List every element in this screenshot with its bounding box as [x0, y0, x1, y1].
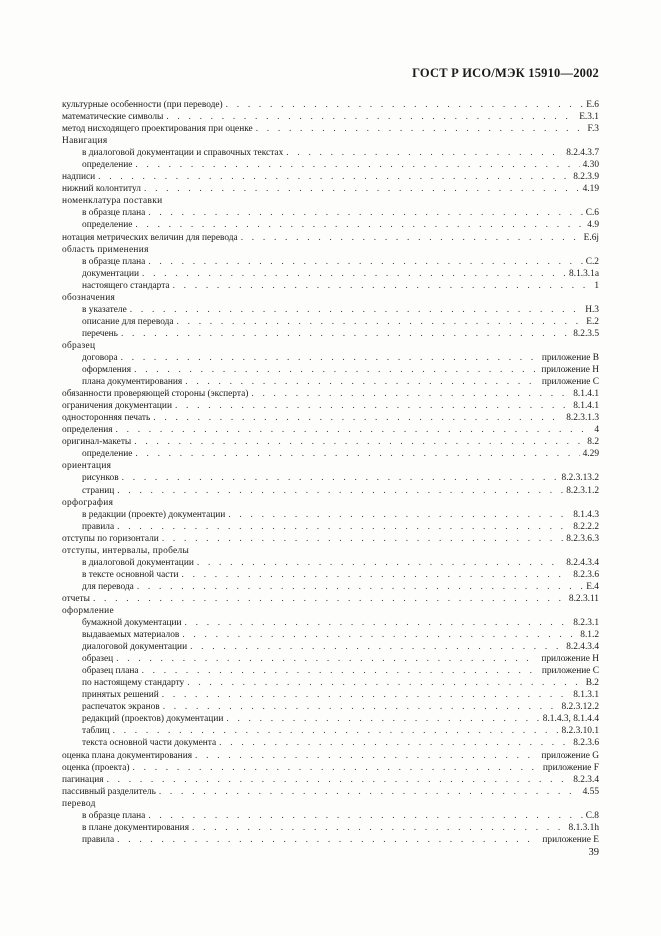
index-reference: 8.2.4.3.4 — [566, 642, 599, 653]
index-term: образец — [62, 340, 96, 351]
index-reference: 8.1.3.1h — [568, 822, 599, 833]
dot-leader — [121, 352, 539, 364]
dot-leader — [226, 713, 539, 725]
index-reference: Е.2 — [586, 316, 599, 327]
dot-leader — [135, 219, 584, 231]
dot-leader — [256, 123, 585, 135]
index-subentry — [62, 509, 599, 521]
index-reference: приложение С — [541, 377, 599, 388]
index-reference: 8.2.3.9 — [573, 172, 599, 183]
index-subentry — [62, 448, 599, 460]
index-term: определение — [82, 220, 133, 231]
dot-leader — [182, 569, 571, 581]
index-subentry — [62, 725, 599, 737]
index-term: бумажной документации — [82, 618, 182, 629]
index-term: распечаток экранов — [82, 702, 160, 713]
dot-leader — [142, 268, 566, 280]
index-entry — [62, 183, 599, 195]
index-entry — [62, 232, 599, 244]
index-term: описание для перевода — [82, 316, 174, 327]
index-term: перевод — [62, 798, 96, 809]
dot-leader — [162, 689, 570, 701]
dot-leader — [130, 304, 582, 316]
dot-leader — [135, 448, 579, 460]
index-term: отчеты — [62, 593, 90, 604]
index-reference: 8.1.3.1 — [573, 690, 599, 701]
dot-leader — [107, 774, 571, 786]
index-term: определения — [62, 425, 113, 436]
index-term: пагинация — [62, 774, 104, 785]
index-subentry — [62, 581, 599, 593]
dot-leader — [182, 629, 577, 641]
index-term: правила — [82, 521, 115, 532]
index-reference: 8.1.4.1 — [573, 389, 599, 400]
index-entry — [62, 762, 599, 774]
index-reference: 8.2 — [587, 437, 599, 448]
index-term: оригинал-макеты — [62, 437, 132, 448]
index-subentry — [62, 629, 599, 641]
index-term: область применения — [62, 244, 149, 255]
index-reference: 8.1.3.1а — [569, 268, 599, 279]
index-term: в образце плана — [82, 810, 146, 821]
index-term: нижний колонтитул — [62, 184, 141, 195]
index-subentry — [62, 268, 599, 280]
index-reference: 8.2.3.1 — [573, 618, 599, 629]
index-entry — [62, 436, 599, 448]
index-term: принятых решений — [82, 690, 159, 701]
dot-leader — [241, 232, 581, 244]
index-reference: 8.2.3.1.3 — [566, 413, 599, 424]
dot-leader — [163, 701, 559, 713]
index-term: обозначения — [62, 292, 116, 303]
dot-leader — [197, 557, 563, 569]
dot-leader — [173, 280, 592, 292]
index-term: Навигация — [62, 136, 108, 147]
dot-leader — [286, 147, 563, 159]
index-reference: приложение В — [541, 352, 599, 363]
dot-leader — [142, 665, 539, 677]
index-term: диалоговой документации — [82, 642, 188, 653]
index-subentry — [62, 822, 599, 834]
index-term: оформление — [62, 605, 114, 616]
index-reference: приложение С — [541, 666, 599, 677]
index-entry — [62, 400, 599, 412]
index-term: номенклатура поставки — [62, 196, 163, 207]
index-term: пассивный разделитель — [62, 786, 156, 797]
index-term: в тексте основной части — [82, 569, 179, 580]
index-reference: 8.2.3.10.1 — [561, 726, 599, 737]
index-subentry — [62, 641, 599, 653]
index-subentry — [62, 834, 599, 846]
index-term: нотация метрических величин для перевода — [62, 232, 238, 243]
index-subentry — [62, 653, 599, 665]
index-term: определение — [82, 449, 133, 460]
index-term: для перевода — [82, 581, 134, 592]
dot-leader — [117, 521, 570, 533]
dot-leader — [219, 737, 570, 749]
page-number: 39 — [588, 847, 599, 858]
index-term: отступы по горизонтали — [62, 533, 159, 544]
index-reference: 4.29 — [582, 449, 599, 460]
dot-leader — [195, 750, 538, 762]
index-entry — [62, 123, 599, 135]
index-reference: Е.4 — [586, 581, 599, 592]
index-entry — [62, 593, 599, 605]
index-subentry — [62, 376, 599, 388]
index-term: в плане документирования — [82, 822, 190, 833]
index-entry — [62, 545, 599, 557]
index-term: определение — [82, 160, 133, 171]
dot-leader — [177, 316, 584, 328]
index-term: в образце плана — [82, 208, 146, 219]
index-reference: 8.1.4.1 — [573, 401, 599, 412]
index-reference: приложение Е — [542, 834, 599, 845]
index-subentry — [62, 665, 599, 677]
dot-leader — [159, 786, 580, 798]
index-term: правила — [82, 834, 115, 845]
index-term: в диалоговой документации — [82, 557, 194, 568]
dot-leader — [153, 412, 563, 424]
index-reference: 8.2.2.2 — [573, 521, 599, 532]
dot-leader — [228, 509, 570, 521]
index-entry — [62, 412, 599, 424]
dot-leader — [135, 159, 579, 171]
dot-leader — [148, 810, 582, 822]
index-entry — [62, 195, 599, 207]
index-reference: 8.2.3.5 — [573, 328, 599, 339]
index-entry — [62, 605, 599, 617]
index-reference: 8.2.3.6 — [573, 569, 599, 580]
index-term: документации — [82, 268, 139, 279]
subject-index — [62, 99, 599, 846]
index-reference: Н.3 — [585, 304, 599, 315]
index-reference: С.6 — [585, 208, 599, 219]
dot-leader — [187, 677, 582, 689]
index-subentry — [62, 256, 599, 268]
index-entry — [62, 135, 599, 147]
index-reference: 8.2.3.6.3 — [566, 533, 599, 544]
dot-leader — [116, 653, 538, 665]
index-term: односторонняя печать — [62, 413, 151, 424]
index-entry — [62, 798, 599, 810]
index-subentry — [62, 617, 599, 629]
index-subentry — [62, 219, 599, 231]
index-subentry — [62, 304, 599, 316]
index-reference: 8.2.3.6 — [573, 738, 599, 749]
index-term: таблиц — [82, 726, 110, 737]
index-entry — [62, 533, 599, 545]
index-term: отступы, интервалы, пробелы — [62, 545, 190, 556]
index-subentry — [62, 810, 599, 822]
index-term: выдаваемых материалов — [82, 630, 180, 641]
index-term: культурные особенности (при переводе) — [62, 100, 223, 110]
index-term: ограничения документации — [62, 401, 172, 412]
index-term: оценка (проекта) — [62, 762, 130, 773]
index-subentry — [62, 328, 599, 340]
dot-leader — [93, 593, 566, 605]
dot-leader — [121, 328, 570, 340]
index-reference: В.2 — [585, 678, 599, 689]
index-term: метод нисходящего проектирования при оценке — [62, 124, 253, 135]
index-subentry — [62, 159, 599, 171]
index-subentry — [62, 701, 599, 713]
index-reference: С.2 — [585, 256, 599, 267]
index-entry — [62, 497, 599, 509]
index-term: в образце плана — [82, 256, 146, 267]
index-subentry — [62, 147, 599, 159]
index-reference: 4.55 — [582, 786, 599, 797]
index-term: образец плана — [82, 666, 139, 677]
index-reference: 4 — [594, 425, 599, 436]
index-reference: F.3 — [587, 124, 599, 135]
index-term: в указателе — [82, 304, 127, 315]
dot-leader — [175, 400, 570, 412]
index-term: страниц — [82, 485, 115, 496]
index-entry — [62, 244, 599, 256]
index-term: рисунков — [82, 473, 119, 484]
index-reference: 4.19 — [582, 184, 599, 195]
dot-leader — [122, 472, 559, 484]
dot-leader — [148, 256, 582, 268]
document-header: ГОСТ Р ИСО/МЭК 15910—2002 — [412, 66, 599, 80]
index-entry — [62, 292, 599, 304]
dot-leader — [190, 641, 563, 653]
index-entry — [62, 111, 599, 123]
index-subentry — [62, 713, 599, 725]
dot-leader — [134, 364, 538, 376]
dot-leader — [117, 834, 539, 846]
dot-leader — [192, 822, 566, 834]
index-reference: Е.6 — [586, 100, 599, 110]
index-subentry — [62, 557, 599, 569]
dot-leader — [185, 617, 571, 629]
index-subentry — [62, 352, 599, 364]
index-reference: 8.1.4.3, 8.1.4.4 — [542, 714, 599, 725]
index-subentry — [62, 207, 599, 219]
index-reference: 8.2.3.1.2 — [566, 485, 599, 496]
index-term: перечень — [82, 328, 118, 339]
dot-leader — [185, 376, 539, 388]
index-term: надписи — [62, 172, 96, 183]
index-term: договора — [82, 352, 118, 363]
index-reference: 8.2.3.13.2 — [561, 473, 599, 484]
index-entry — [62, 388, 599, 400]
index-term: текста основной части документа — [82, 738, 217, 749]
index-subentry — [62, 485, 599, 497]
dot-leader — [162, 533, 563, 545]
index-reference: приложение Н — [541, 654, 599, 665]
index-reference: 8.2.3.12.2 — [561, 702, 599, 713]
index-term: образец — [82, 654, 114, 665]
index-subentry — [62, 364, 599, 376]
index-reference: 8.2.3.11 — [568, 593, 599, 604]
index-term: орфография — [62, 497, 114, 508]
dot-leader — [98, 171, 570, 183]
index-reference: приложение F — [542, 762, 599, 773]
index-entry — [62, 340, 599, 352]
dot-leader — [116, 424, 592, 436]
index-term: математические символы — [62, 112, 164, 123]
index-subentry — [62, 316, 599, 328]
dot-leader — [251, 388, 570, 400]
dot-leader — [148, 207, 582, 219]
dot-leader — [134, 436, 584, 448]
index-subentry — [62, 521, 599, 533]
index-reference: 4.9 — [587, 220, 599, 231]
dot-leader — [144, 183, 580, 195]
index-term: ориентация — [62, 461, 112, 472]
index-term: в редакции (проекте) документации — [82, 509, 226, 520]
index-term: настоящего стандарта — [82, 280, 170, 291]
index-subentry — [62, 569, 599, 581]
dot-leader — [226, 99, 584, 111]
index-entry — [62, 786, 599, 798]
index-entry — [62, 424, 599, 436]
index-reference: Е.6j — [583, 232, 599, 243]
dot-leader — [133, 762, 540, 774]
dot-leader — [137, 581, 583, 593]
index-entry — [62, 171, 599, 183]
index-entry — [62, 460, 599, 472]
index-term: оценка плана документирования — [62, 750, 193, 761]
index-subentry — [62, 472, 599, 484]
index-subentry — [62, 677, 599, 689]
dot-leader — [113, 725, 559, 737]
index-reference: приложение Н — [541, 365, 599, 376]
index-subentry — [62, 737, 599, 749]
index-term: обязанности проверяющей стороны (эксперта) — [62, 389, 249, 400]
index-reference: 1 — [594, 280, 599, 291]
index-entry — [62, 750, 599, 762]
index-term: по настоящему стандарту — [82, 678, 185, 689]
index-reference: 8.2.4.3.7 — [566, 148, 599, 159]
index-subentry — [62, 689, 599, 701]
index-term: в диалоговой документации и справочных текстах — [82, 148, 284, 159]
index-reference: 8.2.4.3.4 — [566, 557, 599, 568]
index-term: редакций (проектов) документации — [82, 714, 224, 725]
index-entry — [62, 99, 599, 111]
index-reference: С.8 — [585, 810, 599, 821]
dot-leader — [117, 485, 563, 497]
index-reference: 8.2.3.4 — [573, 774, 599, 785]
index-entry — [62, 774, 599, 786]
index-subentry — [62, 280, 599, 292]
dot-leader — [166, 111, 576, 123]
index-term: плана документирования — [82, 377, 183, 388]
index-reference: Е.3.1 — [579, 112, 599, 123]
index-reference: 8.1.2 — [580, 630, 599, 641]
index-term: оформления — [82, 365, 132, 376]
index-reference: приложение G — [541, 750, 599, 761]
index-reference: 8.1.4.3 — [573, 509, 599, 520]
index-reference: 4.30 — [582, 160, 599, 171]
